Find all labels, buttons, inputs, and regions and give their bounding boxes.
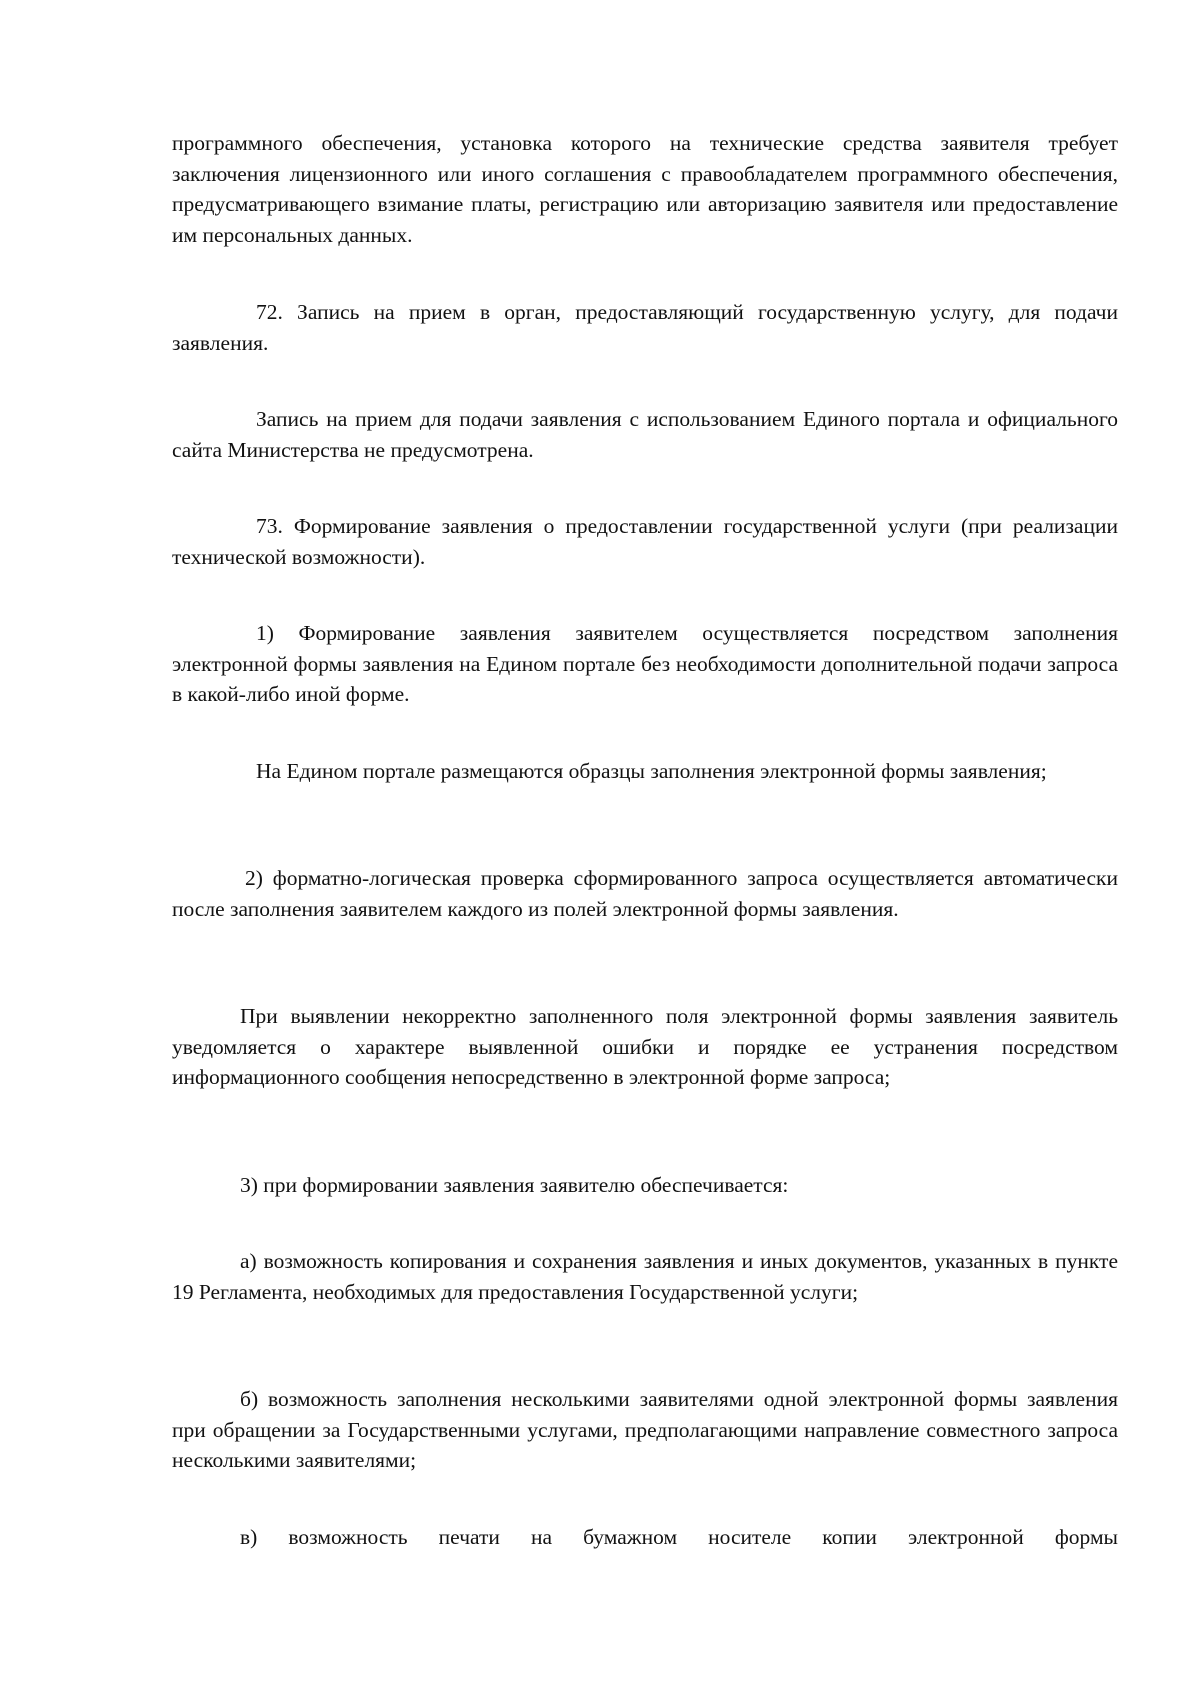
paragraph-form-samples: На Едином портале размещаются образцы заполнения электронной формы заявления; [256, 759, 1047, 783]
paragraph-continuation-software: программного обеспечения, установка которого на технические средства заявителя требует заключения лицензионного или иного соглашения с правообладателем программного обеспечения, предусматривающего взимание платы, регистрацию или авторизацию заявителя или предоставление им персональных данных. [172, 131, 1118, 247]
paragraph-item-73: 73. Формирование заявления о предоставлении государственной услуги (при реализации технической возможности). [172, 514, 1118, 569]
paragraph-subitem-3b: б) возможность заполнения несколькими заявителями одной электронной формы заявления при обращении за Государственными услугами, предполагающими направление совместного запроса несколькими заявителями; [172, 1387, 1118, 1472]
paragraph-subitem-1: 1) Формирование заявления заявителем осуществляется посредством заполнения электронной формы заявления на Едином портале без необходимости дополнительной подачи запроса в какой-либо иной форме. [172, 621, 1118, 706]
paragraph-subitem-3a: а) возможность копирования и сохранения заявления и иных документов, указанных в пункте 19 Регламента, необходимых для предоставления Государственной услуги; [172, 1249, 1118, 1304]
paragraph-appointment-not-provided: Запись на прием для подачи заявления с использованием Единого портала и официального сайта Министерства не предусмотрена. [172, 407, 1118, 462]
paragraph-subitem-3v: в) возможность печати на бумажном носителе копии электронной формы [240, 1525, 1118, 1549]
paragraph-subitem-3: 3) при формировании заявления заявителю обеспечивается: [240, 1173, 789, 1197]
paragraph-item-72: 72. Запись на прием в орган, предоставляющий государственную услугу, для подачи заявления. [172, 300, 1118, 355]
paragraph-subitem-2: 2) форматно-логическая проверка сформированного запроса осуществляется автоматически после заполнения заявителем каждого из полей электронной формы заявления. [172, 866, 1118, 921]
paragraph-error-notification: При выявлении некорректно заполненного поля электронной формы заявления заявитель уведомляется о характере выявленной ошибки и порядке ее устранения посредством информационного сообщения непосредственно в электронной форме запроса; [172, 1004, 1118, 1089]
